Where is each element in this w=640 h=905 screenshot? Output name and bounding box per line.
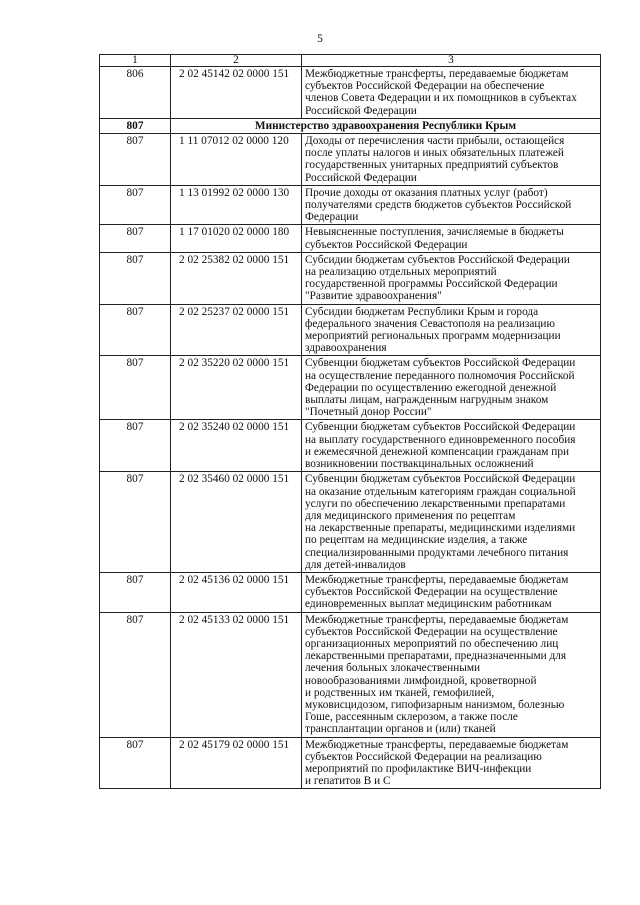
table-row <box>100 185 601 225</box>
description-line: государственных унитарных предприятий субъектов <box>305 159 559 172</box>
description-line: трансплантации органов и (или) тканей <box>305 723 496 736</box>
description-line: Субвенции бюджетам субъектов Российской Федерации <box>305 357 576 370</box>
description-line: Федерации <box>305 211 359 224</box>
column-number-row <box>100 55 601 67</box>
table-row <box>100 304 601 356</box>
column-number-1: 1 <box>100 55 171 67</box>
description-line: членов Совета Федерации и их помощников в субъектах <box>305 92 577 105</box>
description-line: и родственных им тканей, гемофилией, <box>305 686 495 699</box>
description-line: услуги по обеспечению лекарственными препаратами <box>305 497 566 510</box>
admin-code: 807 <box>100 134 171 186</box>
revenue-codes-table <box>99 54 601 789</box>
budget-classification-code: 2 02 45179 02 0000 151 <box>171 737 302 789</box>
income-description <box>302 420 601 472</box>
admin-code: 807 <box>100 356 171 420</box>
description-line: Межбюджетные трансферты, передаваемые бюджетам <box>305 68 569 80</box>
description-line: субъектов Российской Федерации на обеспечение <box>305 80 545 93</box>
budget-classification-code: 2 02 45136 02 0000 151 <box>171 572 302 612</box>
description-line: "Развитие здравоохранения" <box>305 290 442 303</box>
admin-code: 807 <box>100 225 171 252</box>
description-line: специализированными продуктами лечебного питания <box>305 546 569 559</box>
description-line: для медицинского применения по рецептам <box>305 509 516 522</box>
description-line: после уплаты налогов и иных обязательных платежей <box>305 147 564 160</box>
description-line: организационных мероприятий по обеспечению лиц <box>305 637 559 650</box>
description-line: для детей-инвалидов <box>305 558 406 571</box>
column-number-3: 3 <box>302 55 601 67</box>
description-line: по рецептам на медицинские изделия, а также <box>305 534 528 547</box>
table-row <box>100 472 601 573</box>
income-description <box>302 225 601 252</box>
table-row <box>100 225 601 252</box>
description-line: Невыясненные поступления, зачисляемые в бюджеты <box>305 226 564 239</box>
description-line: субъектов Российской Федерации на осуществление <box>305 586 558 599</box>
table-row <box>100 420 601 472</box>
description-line: на оказание отдельным категориям граждан социальной <box>305 485 576 498</box>
budget-classification-code: 2 02 35460 02 0000 151 <box>171 472 302 573</box>
table-row <box>100 67 601 119</box>
description-line: Субсидии бюджетам Республики Крым и города <box>305 305 539 318</box>
description-line: здравоохранения <box>305 342 387 355</box>
page-number: 5 <box>317 33 323 45</box>
description-line: новообразованиями лимфоидной, кроветворной <box>305 674 537 687</box>
description-line: получателями средств бюджетов субъектов Российской <box>305 199 572 212</box>
income-description <box>302 572 601 612</box>
description-line: Прочие доходы от оказания платных услуг (работ) <box>305 186 548 199</box>
income-description <box>302 67 601 119</box>
description-line: Гоше, рассеянным склерозом, а также после <box>305 711 518 724</box>
table-row <box>100 572 601 612</box>
budget-classification-code: 2 02 45133 02 0000 151 <box>171 612 302 737</box>
description-line: Субвенции бюджетам субъектов Российской Федерации <box>305 421 576 434</box>
admin-code: 807 <box>100 252 171 304</box>
table-body <box>100 55 601 789</box>
admin-code: 807 <box>100 737 171 789</box>
budget-classification-code: 2 02 35240 02 0000 151 <box>171 420 302 472</box>
income-description <box>302 356 601 420</box>
description-line: на выплату государственного единовременного пособия <box>305 433 576 446</box>
description-line: Межбюджетные трансферты, передаваемые бюджетам <box>305 613 569 626</box>
description-line: субъектов Российской Федерации на реализацию <box>305 750 542 763</box>
admin-code: 807 <box>100 612 171 737</box>
budget-classification-code: 2 02 25237 02 0000 151 <box>171 304 302 356</box>
table-row <box>100 356 601 420</box>
description-line: на лекарственные препараты, медицинскими изделиями <box>305 522 576 535</box>
description-line: муковисцидозом, гипофизарным нанизмом, болезнью <box>305 698 565 711</box>
section-header-row <box>100 118 601 133</box>
description-line: субъектов Российской Федерации на осуществление <box>305 625 558 638</box>
description-line: федерального значения Севастополя на реализацию <box>305 317 555 330</box>
description-line: единовременных выплат медицинским работникам <box>305 598 552 611</box>
description-line: на реализацию отдельных мероприятий <box>305 266 497 279</box>
description-line: лекарственными препаратами, предназначенными для <box>305 650 567 663</box>
description-line: Субвенции бюджетам субъектов Российской Федерации <box>305 473 576 486</box>
description-line: и гепатитов В и С <box>305 775 391 788</box>
admin-code: 807 <box>100 572 171 612</box>
description-line: выплаты лицам, награжденным нагрудным знаком <box>305 394 549 407</box>
table-row <box>100 612 601 737</box>
description-line: Федерации по осуществлению ежегодной денежной <box>305 381 557 394</box>
description-line: мероприятий региональных программ модернизации <box>305 330 561 343</box>
description-line: лечения больных злокачественными <box>305 662 481 675</box>
description-line: на осуществление переданного полномочия Российской <box>305 369 575 382</box>
admin-code: 807 <box>100 420 171 472</box>
description-line: субъектов Российской Федерации <box>305 238 468 251</box>
column-number-2: 2 <box>171 55 302 67</box>
income-description <box>302 304 601 356</box>
admin-code: 807 <box>100 118 171 133</box>
description-line: возникновении поствакцинальных осложнений <box>305 458 534 471</box>
budget-classification-code: 1 11 07012 02 0000 120 <box>171 134 302 186</box>
budget-classification-code: 2 02 45142 02 0000 151 <box>171 67 302 119</box>
income-description <box>302 612 601 737</box>
description-line: "Почетный донор России" <box>305 406 432 419</box>
description-line: Межбюджетные трансферты, передаваемые бюджетам <box>305 573 569 586</box>
table-row <box>100 737 601 789</box>
budget-classification-code: 2 02 35220 02 0000 151 <box>171 356 302 420</box>
description-line: Доходы от перечисления части прибыли, остающейся <box>305 135 565 148</box>
income-description <box>302 185 601 225</box>
budget-classification-code: 1 13 01992 02 0000 130 <box>171 185 302 225</box>
income-description <box>302 252 601 304</box>
income-description <box>302 737 601 789</box>
description-line: мероприятий по профилактике ВИЧ-инфекции <box>305 762 532 775</box>
admin-code: 806 <box>100 67 171 119</box>
table-row <box>100 252 601 304</box>
section-title: Министерство здравоохранения Республики Крым <box>171 118 601 133</box>
description-line: Российской Федерации <box>305 104 417 117</box>
admin-code: 807 <box>100 304 171 356</box>
description-line: Межбюджетные трансферты, передаваемые бюджетам <box>305 738 569 751</box>
admin-code: 807 <box>100 185 171 225</box>
admin-code: 807 <box>100 472 171 573</box>
description-line: государственной программы Российской Федерации <box>305 278 558 291</box>
description-line: и ежемесячной денежной компенсации гражданам при <box>305 445 570 458</box>
table-row <box>100 134 601 186</box>
income-description <box>302 472 601 573</box>
description-line: Российской Федерации <box>305 171 417 184</box>
budget-classification-code: 1 17 01020 02 0000 180 <box>171 225 302 252</box>
budget-classification-code: 2 02 25382 02 0000 151 <box>171 252 302 304</box>
description-line: Субсидии бюджетам субъектов Российской Федерации <box>305 253 570 266</box>
income-description <box>302 134 601 186</box>
